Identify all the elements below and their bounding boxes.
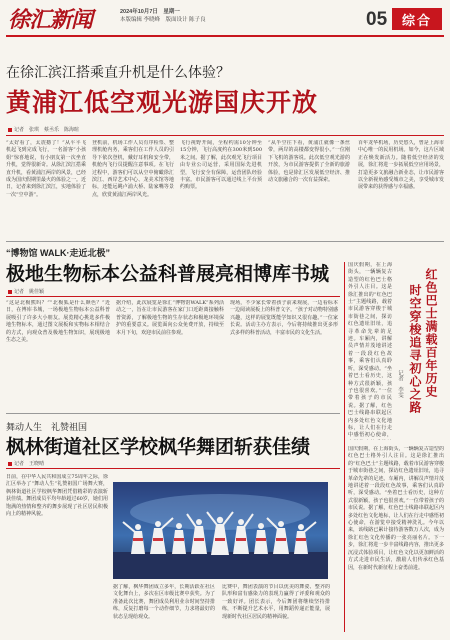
article3-byline: 记者 王晓晴: [8, 460, 44, 467]
issue-date: 2024年10月7日 星期一: [120, 9, 180, 15]
article2-title: 极地生物标本公益科普展亮相博库书城: [6, 264, 330, 285]
article1-col2: 登机前，机场工作人员有序检票、整理机舱内务，乘客们在工作人员的引导下依次登机，戴好耳机和安全带，机舱内飞行员提醒注意事项。在飞行过程中，游客们可以从空中俯瞰徐汇滨江、西岸艺术中心、龙美术馆等地标，还能远眺卢浦大桥、陆家嘴等景点，欣赏黄浦江两岸风光。: [92, 140, 174, 198]
article1-rule: [6, 135, 444, 136]
dance-photo-image: [113, 482, 328, 579]
article2-col3: 现场，不少家长带着孩子前来观展，一边看标本一边阅读展板上的科普文字。“孩子对动物特别感兴趣，这样的展览既能学知识又很有趣。”一位家长说。活动主办方表示，今后将持续推出更多形式多样的科普活动，丰富市民的文化生活。: [230, 300, 338, 336]
page-number: 05: [366, 9, 388, 30]
divider-1: [6, 241, 444, 242]
sidebar-text-top: 国庆假期，在上海街头，一辆辆复古造型的红色巴士格外引人注目。这是徐汇推出的“红色巴士”主题线路，载着市民游客穿梭于城市街巷之间，探访红色遗址旧址，追寻革命先辈的足迹。车厢内，讲解员声情并茂地讲述着一段段红色故事，乘客们认真聆听，深受感动。“坐着巴士看历史，这种方式很新颖，孩子也很喜欢。”一位带着孩子的市民说。据了解，红色巴士线路串联起区内多处红色文化地标，让人们在行走中感悟初心使命，: [348, 262, 392, 439]
byline-square-icon: [8, 128, 12, 132]
sidebar-byline: 记者 李雯: [397, 370, 403, 398]
newspaper-logo: [8, 4, 116, 32]
article1-col4: “从半空往下看，黄浦江就像一条丝带，两岸的高楼都变得很小。”一位刚下飞机的游客说。此次低空观光游的开放，为市民游客提供了全新的旅游体验，也是徐汇区发展低空经济、推动文旅融合的一次有益探索。: [268, 140, 350, 184]
article1-byline: 记者 张琪 蔡丞乐 陈海暄: [8, 126, 79, 133]
logo-text: 徐汇新闻: [8, 6, 93, 33]
article2-kicker: “博物馆 WALK·走近北极”: [6, 248, 110, 258]
sidebar-text-bottom: 国庆假期，在上海街头，一辆辆复古造型的红色巴士格外引人注目。这是徐汇推出的“红色巴士”主题线路，载着市民游客穿梭于城市街巷之间，探访红色遗址旧址，追寻革命先辈的足迹。车厢内，讲解员声情并茂地讲述着一段段红色故事，乘客们认真聆听，深受感动。“坐着巴士看历史，这种方式很新颖，孩子也很喜欢。”一位带着孩子的市民说。据了解，红色巴士线路串联起区内多处红色文化地标，让人们在行走中感悟初心使命，在游览中接受精神洗礼。今年以来，该线路已累计接待游客数万人次，成为徐汇红色文化传播的一张亮丽名片。下一步，徐汇将进一步丰富线路内容，推出更多沉浸式体验项目，让红色文化以更加鲜活的方式走进市民生活，激励人们传承红色基因，在新时代新征程上奋勇前进。: [348, 446, 444, 571]
article2-rule: [6, 296, 340, 297]
issue-editors: 本版编辑 李晓峰 版面设计 陈子良: [120, 17, 206, 23]
article1-col3: 飞行视野开阔，全程约需10分钟至15分钟，飞行高度约在300米到500米之间。据了解，此次观光飞行项目由专业公司运营，采用国际先进机型，飞行安全有保障，运营团队经验丰富。市民游客可以通过线上平台预约购票。: [180, 140, 262, 191]
issue-info: [120, 8, 206, 24]
article3-col1: 日前，在中华人民共和国成立75周年之际，徐汇区举办了“舞动人生”礼赞祖国广场舞大赛，枫林街道社区学校枫华舞团凭借精彩的表演斩获佳绩。舞团成员平均年龄超过60岁，她们用饱满的热情和整齐的舞步展现了社区居民积极向上的精神风貌。: [6, 474, 108, 518]
article3-title: 枫林街道社区学校枫华舞团斩获佳绩: [6, 437, 311, 458]
sidebar-title-line1: 红色巴士满载百年历史: [424, 268, 438, 398]
article2-byline: 记者 姚佳颖: [8, 288, 44, 295]
article3-col3: 比赛中，舞团表演的节目以优美的舞姿、整齐的队形和富有感染力的表现力赢得了评委和观众的一致好评。团长表示，今后舞团将继续坚持排练，不断提升艺术水平，用舞蹈传递正能量，展现新时代社区居民的精神面貌。: [222, 584, 330, 620]
article1-title: 黄浦江低空观光游国庆开放: [6, 89, 319, 117]
dance-photo: [113, 482, 328, 579]
article3-col2: 据了解，枫华舞团成立多年，长期活跃在社区文化舞台上，多次在区市级比赛中获奖。为了准备此次比赛，舞团成员利用业余时间坚持排练，反复打磨每一个动作细节，力求将最好的状态呈现给观众。: [113, 584, 215, 620]
article1-col1: “太好看了，太震撼了！”从平平飞机起飞到完成飞行，一名游客“小孩姐”惊喜地说，有小朋友第一次坐直升机，觉得很新奇。从徐汇滨江搭乘直升机，看黄浦江两岸的风景，已经成为国庆假期里最火的体验之一。近日，记者来到徐汇滨江，实地体验了一次“空中游”。: [6, 140, 86, 198]
article2-col1: “这是北极熊吗？”“北极狐是什么颜色？”近日，在博库书城，一场极地生物标本公益科普展吸引了许多大小朋友。展览精心挑选多件极地生物标本，通过图文展板和实物标本相结合的方式，向观众普及极地生物知识，展现极地生态之美。: [6, 300, 110, 344]
article2-col2: 据介绍，此次展览是徐汇“博物馆WALK”系列活动之一，旨在让市民游客在家门口近距离接触科普资源，了解极地生物的生存状态和极地环境保护的重要意义。展览面向公众免费开放，持续至本月下旬，欢迎市民前往参观。: [116, 300, 224, 336]
article3-kicker: 舞动人生 礼赞祖国: [6, 422, 88, 432]
article1-kicker: 在徐汇滨江搭乘直升机是什么体验？: [6, 64, 230, 80]
sidebar-title-line2: 时空穿梭追寻初心之路: [408, 284, 422, 414]
masthead-rule: [6, 35, 444, 37]
byline-square-icon: [8, 290, 12, 294]
divider-2: [6, 413, 340, 414]
byline-square-icon: [8, 462, 12, 466]
section-badge: 综合: [392, 8, 442, 30]
sidebar-rule: [344, 262, 345, 632]
article3-rule: [6, 468, 340, 469]
article1-col5: 百年龙华机场，历史悠久，曾是上海市中心唯一的民用机场。如今，这片区域正在焕发新活力。随着低空经济的发展，徐汇将进一步拓展低空应用场景，打造更多文旅融合新业态，让市民游客以全新视角感受城市之美，享受城市发展带来的获得感与幸福感。: [358, 140, 444, 191]
masthead: [0, 0, 450, 46]
